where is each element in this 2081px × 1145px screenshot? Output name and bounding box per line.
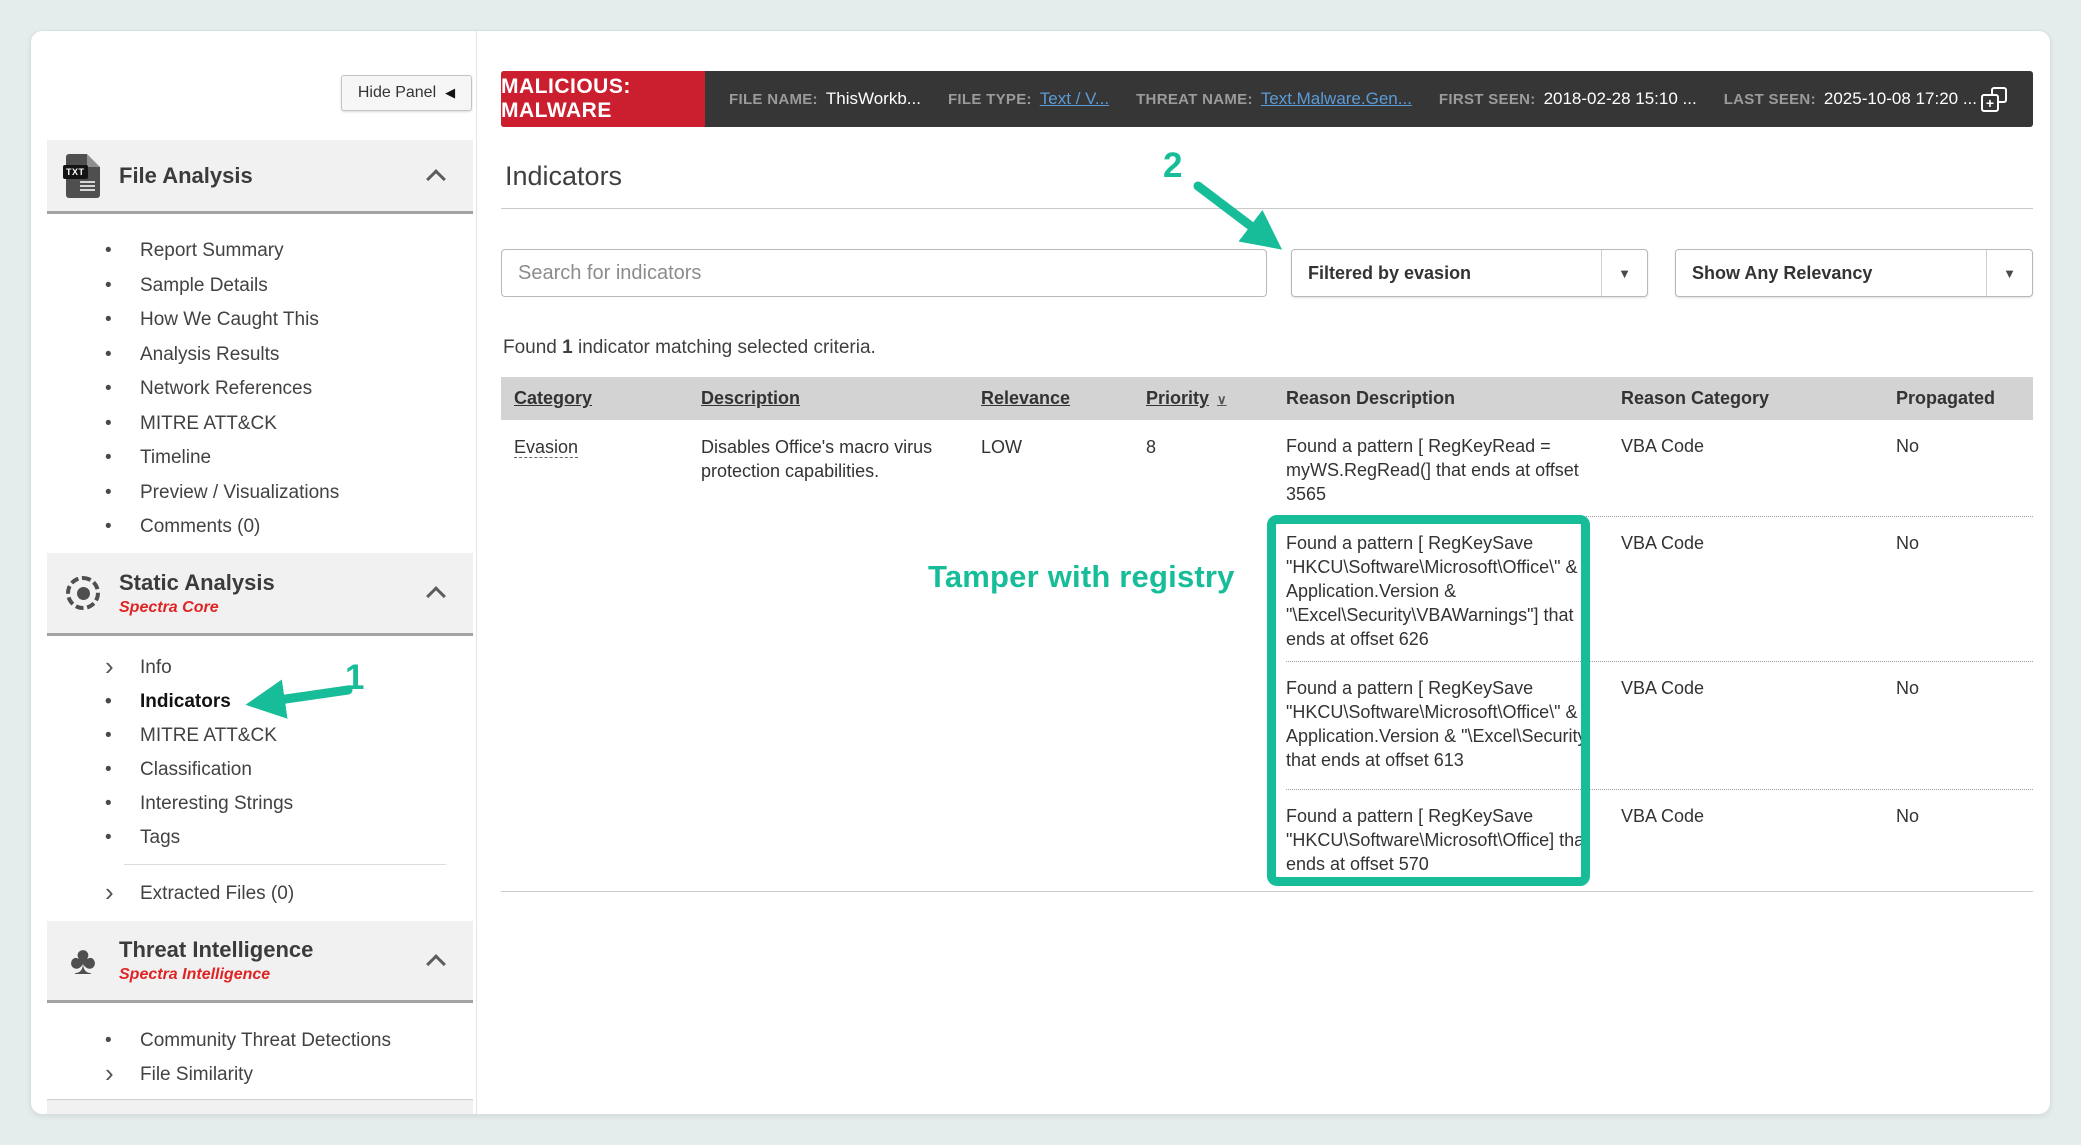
section-subtitle: Spectra Core — [119, 598, 219, 616]
threat-intel-icon: ♣ — [69, 938, 97, 983]
reason-category: VBA Code — [1621, 436, 1705, 456]
sidebar-item-report-summary[interactable] — [47, 234, 473, 269]
bullet-icon: • — [105, 309, 112, 331]
field-label: FIRST SEEN: — [1438, 91, 1536, 108]
category-value[interactable]: Evasion — [514, 437, 579, 457]
bullet-icon: • — [105, 481, 112, 503]
sidebar-item-community-threat-detections[interactable] — [47, 1024, 473, 1058]
bullet-icon: • — [105, 343, 112, 365]
table-header-row — [501, 377, 2033, 420]
section-subtitle: Spectra Intelligence — [119, 966, 271, 983]
sidebar-item-label: File Similarity — [140, 1064, 253, 1085]
sidebar-item-label: How We Caught This — [140, 309, 319, 331]
sidebar-item-classification[interactable] — [47, 753, 473, 787]
relevancy-filter-value: Show Any Relevancy — [1692, 262, 1873, 283]
sidebar-item-file-similarity[interactable] — [47, 1058, 473, 1092]
header-description[interactable]: Description — [701, 388, 801, 408]
collapse-left-icon: ◀ — [445, 85, 456, 100]
page-title: Indicators — [505, 161, 623, 191]
sidebar-item-sample-details[interactable] — [47, 269, 473, 304]
report-card — [30, 30, 2051, 1115]
field-value: 2025-10-08 17:20 ... — [1823, 89, 1977, 108]
section-file-analysis[interactable] — [47, 140, 473, 214]
field-label: LAST SEEN: — [1723, 91, 1816, 108]
reason-row — [1286, 420, 2033, 516]
reason-row — [1286, 789, 2033, 891]
threat-name-link[interactable]: Text.Malware.Gen... — [1260, 89, 1412, 108]
section-static-analysis[interactable] — [47, 553, 473, 636]
sort-descending-icon: ∨ — [1217, 392, 1227, 407]
sidebar-item-label: Report Summary — [140, 240, 284, 262]
hide-panel-label: Hide Panel — [357, 84, 437, 101]
field-label: THREAT NAME: — [1136, 91, 1253, 108]
step-2-number: 2 — [1163, 146, 1183, 185]
classification-bar — [501, 71, 2033, 127]
sidebar-item-preview-visualizations[interactable] — [47, 476, 473, 511]
sidebar-item-label: Info — [140, 657, 172, 678]
malicious-badge: MALICIOUS: MALWARE — [501, 71, 705, 127]
header-priority[interactable]: Priority ∨ — [1146, 388, 1227, 408]
bullet-icon: • — [105, 412, 112, 434]
first-seen-field — [1439, 89, 1697, 109]
section-title: Static Analysis — [119, 569, 275, 595]
field-label: FILE TYPE: — [947, 91, 1032, 108]
dropdown-caret-icon[interactable]: ▼ — [1601, 250, 1647, 296]
bullet-icon: • — [105, 691, 112, 712]
sidebar-item-how-we-caught-this[interactable] — [47, 303, 473, 338]
field-label: FILE NAME: — [729, 91, 818, 108]
sidebar-item-interesting-strings[interactable] — [47, 787, 473, 821]
reason-propagated: No — [1896, 806, 1920, 826]
bullet-icon: • — [105, 240, 112, 262]
bullet-icon: • — [105, 725, 112, 746]
file-analysis-nav — [47, 234, 473, 545]
sidebar-item-info[interactable] — [47, 651, 473, 685]
next-section-strip — [47, 1099, 473, 1115]
txt-file-icon — [47, 154, 119, 198]
sidebar-item-label: Community Threat Detections — [140, 1030, 391, 1051]
reason-description: Found a pattern [ RegKeyRead = myWS.RegRead(] that ends at offset 3565 — [1286, 436, 1579, 504]
header-relevance[interactable]: Relevance — [981, 388, 1071, 408]
chevron-right-icon: › — [105, 876, 114, 907]
search-input[interactable] — [501, 249, 1267, 297]
relevance-cell: LOW — [981, 437, 1023, 457]
sidebar-divider — [476, 31, 477, 1114]
sidebar-item-label: Comments (0) — [140, 516, 261, 538]
sidebar-item-label: Extracted Files (0) — [140, 883, 295, 904]
txt-file-chip: TXT — [63, 165, 88, 179]
sidebar-item-label: Sample Details — [140, 274, 268, 296]
reason-propagated: No — [1896, 678, 1920, 698]
hide-panel-button[interactable] — [341, 75, 472, 111]
field-value: ThisWorkb... — [825, 89, 921, 108]
sidebar-item-mitre-attack[interactable] — [47, 407, 473, 442]
bullet-icon: • — [105, 274, 112, 296]
step-1-number: 1 — [345, 658, 365, 697]
dropdown-caret-icon[interactable]: ▼ — [1986, 250, 2032, 296]
highlight-label: Tamper with registry — [928, 559, 1235, 594]
sidebar-item-label: Timeline — [140, 447, 212, 469]
sidebar-item-label: Preview / Visualizations — [140, 481, 340, 503]
sidebar-item-mitre-attack-static[interactable] — [47, 719, 473, 753]
bullet-icon: • — [105, 378, 112, 400]
reason-category: VBA Code — [1621, 806, 1705, 826]
sidebar-item-analysis-results[interactable] — [47, 338, 473, 373]
field-value: 2018-02-28 15:10 ... — [1543, 89, 1697, 108]
sidebar-item-indicators[interactable] — [47, 685, 473, 719]
results-summary: Found 1 indicator matching selected criteria. — [503, 337, 876, 358]
sidebar-item-extracted-files[interactable] — [47, 877, 473, 911]
table-row — [501, 420, 2033, 892]
header-category[interactable]: Category — [514, 388, 593, 408]
indicators-table — [501, 377, 2033, 892]
relevancy-filter-dropdown[interactable] — [1675, 249, 2033, 297]
section-threat-intelligence[interactable] — [47, 921, 473, 1003]
bullet-icon: • — [105, 759, 112, 780]
last-seen-field — [1724, 89, 1977, 109]
bullet-icon: • — [105, 516, 112, 538]
description-cell: Disables Office's macro virus protection capabilities. — [701, 437, 933, 481]
sidebar-item-label: Classification — [140, 759, 252, 780]
sidebar-item-label: Interesting Strings — [140, 793, 294, 814]
file-summary-fields — [705, 89, 1977, 109]
sidebar-item-tags[interactable] — [47, 821, 473, 855]
sidebar-item-label: Tags — [140, 827, 181, 848]
sidebar-item-label: MITRE ATT&CK — [140, 725, 277, 746]
category-filter-value: Filtered by evasion — [1308, 262, 1472, 283]
sidebar-item-label: Indicators — [140, 691, 231, 712]
reason-row — [1286, 516, 2033, 661]
sidebar-item-comments[interactable] — [47, 510, 473, 545]
sidebar-item-network-references[interactable] — [47, 372, 473, 407]
priority-cell: 8 — [1146, 437, 1157, 457]
reason-propagated: No — [1896, 436, 1920, 456]
chevron-right-icon: › — [105, 1057, 114, 1088]
reason-category: VBA Code — [1621, 678, 1705, 698]
target-icon — [47, 576, 119, 610]
sidebar-item-timeline[interactable] — [47, 441, 473, 476]
sidebar-item-label: Analysis Results — [140, 343, 280, 365]
category-filter-dropdown[interactable] — [1291, 249, 1648, 297]
bullet-icon: • — [105, 827, 112, 848]
header-reason-description: Reason Description — [1286, 388, 1456, 408]
reason-description: Found a pattern [ RegKeySave "HKCU\Software\Microsoft\Office] tha ends at offset 570 — [1286, 806, 1585, 874]
section-title: Threat Intelligence — [119, 937, 314, 962]
bullet-icon: • — [105, 447, 112, 469]
header-reason-category: Reason Category — [1621, 388, 1770, 408]
title-rule — [501, 208, 2033, 209]
section-title: File Analysis — [119, 162, 253, 188]
static-analysis-nav — [47, 651, 473, 855]
header-propagated: Propagated — [1896, 388, 1996, 408]
threat-name-field — [1136, 89, 1412, 109]
reason-description: Found a pattern [ RegKeySave "HKCU\Software\Microsoft\Office\" & Application.Version & "\Excel\Security\VBAWarnings"] that ends at offset 626 — [1286, 533, 1578, 649]
threat-intelligence-nav — [47, 1024, 473, 1092]
file-name-field — [729, 89, 921, 109]
reason-category: VBA Code — [1621, 533, 1705, 553]
reason-description: Found a pattern [ RegKeySave "HKCU\Software\Microsoft\Office\" & Application.Version & "\Excel\Security that ends at offset 613 — [1286, 678, 1587, 770]
results-count: 1 — [562, 337, 573, 358]
bullet-icon: • — [105, 793, 112, 814]
extracted-files-nav — [47, 877, 473, 911]
category-cell — [501, 420, 701, 891]
list-divider — [124, 864, 446, 865]
bullet-icon: • — [105, 1030, 112, 1051]
reason-propagated: No — [1896, 533, 1920, 553]
chevron-right-icon: › — [105, 650, 114, 681]
file-type-link[interactable]: Text / V... — [1039, 89, 1110, 108]
sidebar-item-label: Network References — [140, 378, 313, 400]
reason-rows — [1286, 420, 2033, 891]
duplicate-add-icon[interactable]: + — [1981, 87, 2007, 112]
sidebar-item-label: MITRE ATT&CK — [140, 412, 277, 434]
reason-row — [1286, 661, 2033, 789]
file-type-field — [948, 89, 1109, 109]
